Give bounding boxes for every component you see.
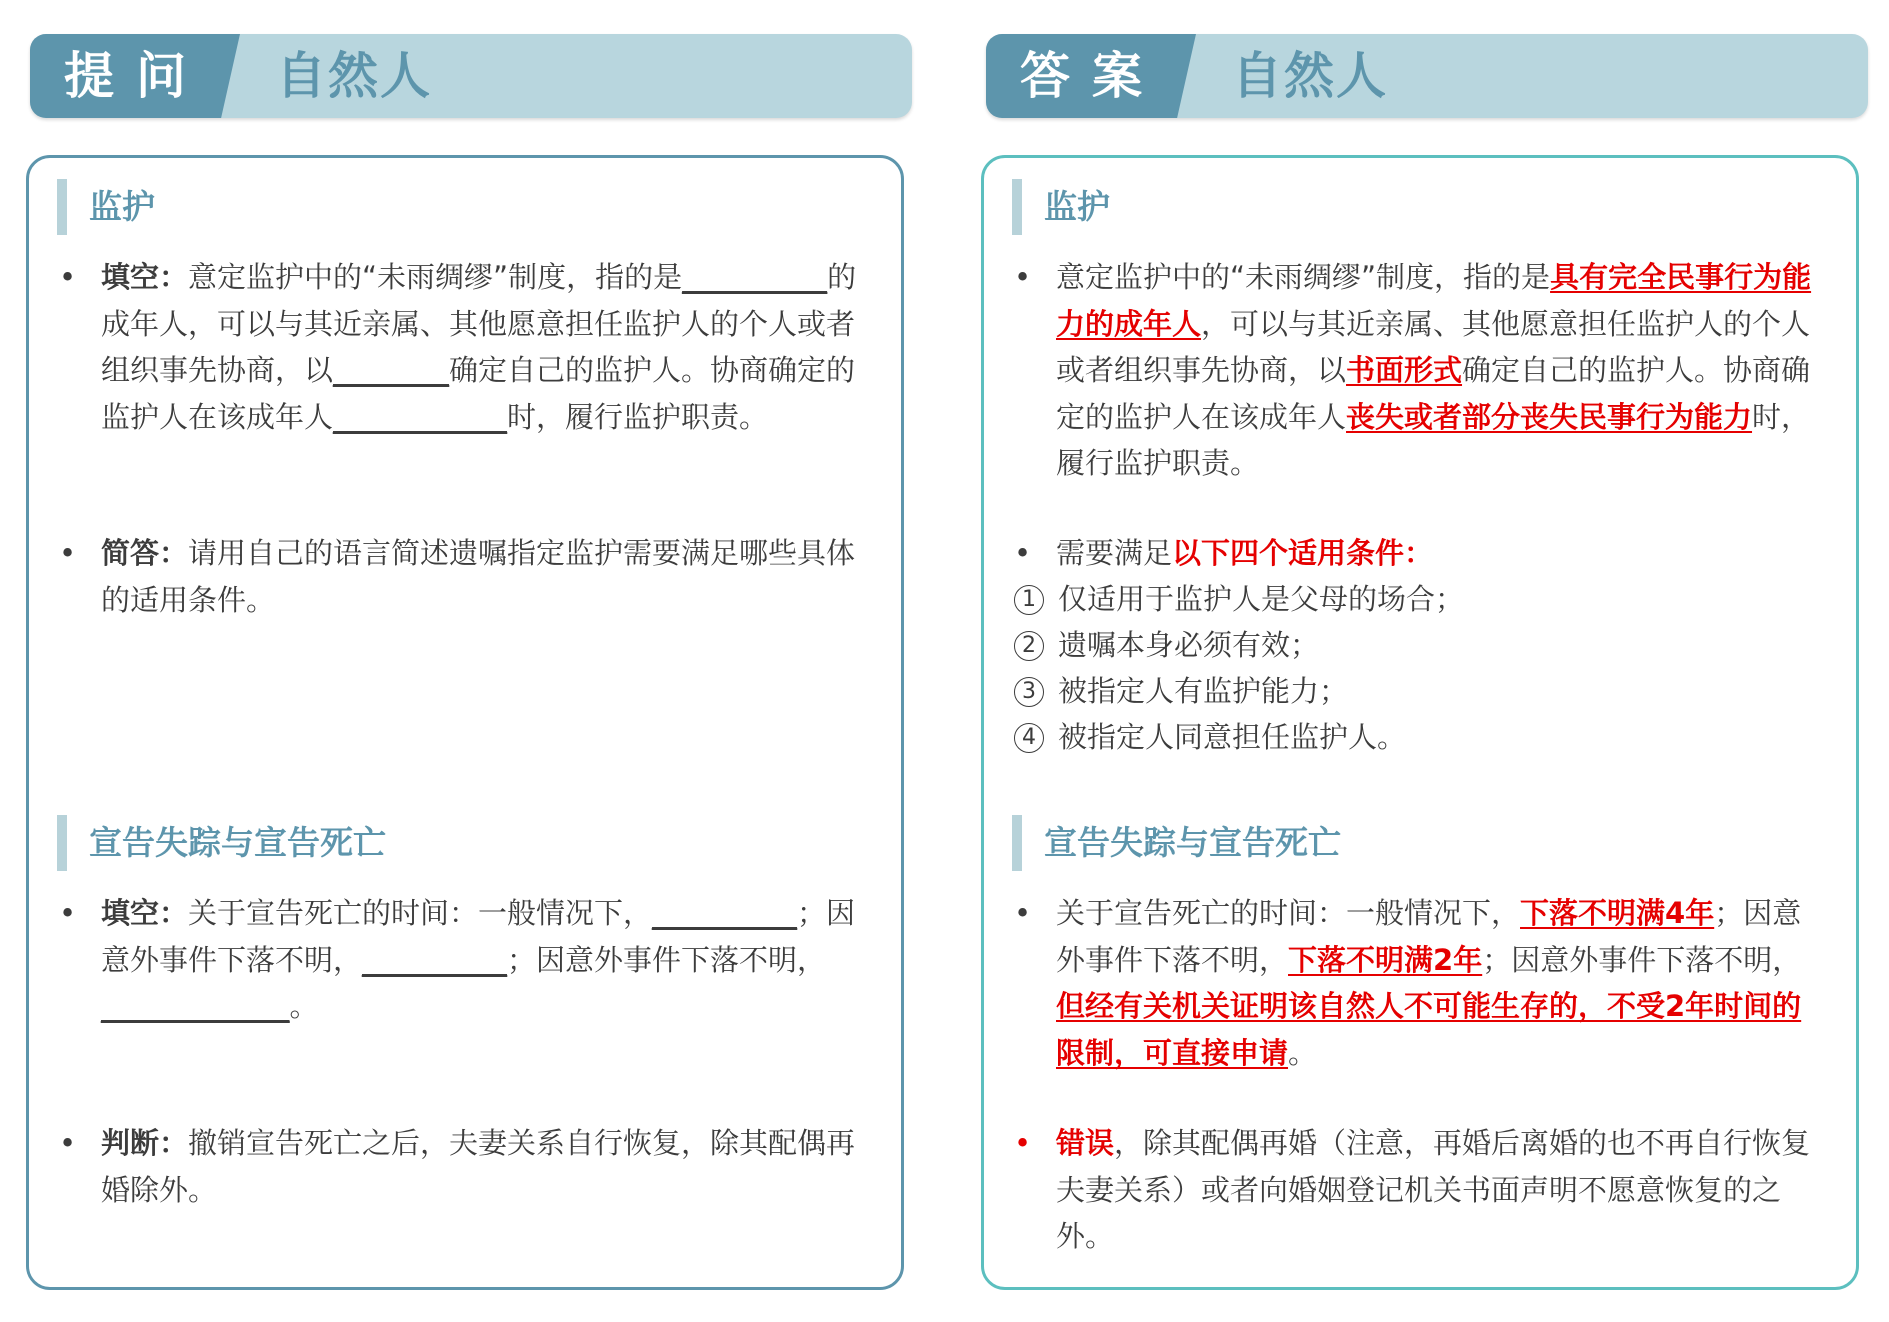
answer-highlight: 以下四个适用条件： [1172,536,1434,570]
question-text: 的成年人，可以与其近亲属、其他愿意担任监护人的个人或者组织事先协商，以 [101,260,857,387]
question-tag-label: 提问 [64,47,208,105]
question-text: 确定自己的监护人。协商确定的监护人在该成年人 [101,353,856,434]
answer-highlight: 下落不明满4年 [1520,896,1715,930]
answer-highlight: 下落不明满2年 [1288,942,1483,977]
condition-text: 仅适用于监护人是父母的场合； [1058,582,1465,616]
answer-blank: ________ [333,353,450,387]
section-title-guardianship: 监护 [1012,179,1110,235]
section-title-guardianship: 监护 [57,179,155,235]
condition-item [1014,714,1828,760]
condition-text: 被指定人同意担任监护人。 [1058,720,1407,754]
section-title-missing-death: 宣告失踪与宣告死亡 [57,815,386,871]
answer-text: ；因意外事件下落不明， [1056,896,1802,977]
number-badge: 4 [1014,723,1044,753]
answer-text: 关于宣告死亡的时间：一般情况下， [1056,896,1521,930]
answer-fill-guardianship [1056,254,1828,487]
question-fill-guardianship [101,254,873,440]
answer-highlight: 书面形式 [1346,353,1463,387]
condition-item [1014,622,1828,668]
fill-label: 填空： [101,260,189,294]
answer-text: 时，履行监护职责。 [1056,399,1811,480]
section-title-missing-death: 宣告失踪与宣告死亡 [1012,815,1341,871]
answer-fill-death [1056,890,1828,1076]
question-text: ；因意外事件下落不明， [101,896,856,977]
short-answer-label: 简答： [101,536,189,570]
number-badge: 3 [1014,677,1044,707]
number-badge: 2 [1014,631,1044,661]
answer-header-title: 自然人 [1232,47,1388,105]
answer-text: 需要满足 [1056,536,1173,570]
question-text: 意定监护中的“未雨绸缪”制度，指的是 [188,260,683,294]
question-text: 。 [289,989,319,1023]
answer-blank: __________ [652,896,798,930]
answer-blank: __________ [362,942,508,977]
fill-label: 填空： [101,896,189,930]
answer-blank: __________ [682,260,828,294]
question-judgement [101,1120,873,1213]
answer-highlight: 但经有关机关证明该自然人不可能生存的，不受2年时间的限制，可直接申请 [1056,989,1802,1070]
question-text: 请用自己的语言简述遗嘱指定监护需要满足哪些具体的适用条件。 [101,536,856,617]
number-badge: 1 [1014,585,1044,615]
answer-highlight: 具有完全民事行为能力的成年人 [1056,260,1812,341]
question-header [30,34,912,118]
answer-blank: ____________ [333,399,508,434]
condition-text: 被指定人有监护能力； [1058,674,1349,708]
answer-text: ，可以与其近亲属、其他愿意担任监护人的个人或者组织事先协商，以 [1056,306,1811,387]
answer-text: 。 [1288,1035,1318,1070]
answer-text: ；因意外事件下落不明， [1482,942,1802,977]
question-text: 关于宣告死亡的时间：一般情况下， [188,896,653,930]
judgement-answer: 错误 [1056,1126,1115,1160]
answer-blank: _____________ [101,989,290,1023]
question-text: 撤销宣告死亡之后，夫妻关系自行恢复，除其配偶再婚除外。 [101,1126,856,1207]
answer-text: 意定监护中的“未雨绸缪”制度，指的是 [1056,260,1551,294]
question-text: 时，履行监护职责。 [507,399,769,434]
answer-tag-label: 答案 [1020,47,1164,105]
question-header-title: 自然人 [276,47,432,105]
question-panel [26,155,904,1290]
condition-item [1014,668,1828,714]
question-fill-death [101,890,873,1030]
judgement-label: 判断： [101,1126,189,1160]
answer-header [986,34,1868,118]
answer-text: ，除其配偶再婚（注意，再婚后离婚的也不再自行恢复夫妻关系）或者向婚姻登记机关书面声明不愿意恢复的之外。 [1056,1126,1811,1253]
answer-text: 确定自己的监护人。协商确定的监护人在该成年人 [1056,353,1811,434]
condition-text: 遗嘱本身必须有效； [1058,628,1320,662]
answer-short-answer [1056,530,1828,577]
question-text: ；因意外事件下落不明， [507,942,827,977]
condition-item [1014,576,1828,622]
answer-judgement [1056,1120,1828,1260]
answer-panel [981,155,1859,1290]
question-short-answer [101,530,873,623]
answer-highlight: 丧失或者部分丧失民事行为能力 [1346,399,1753,434]
